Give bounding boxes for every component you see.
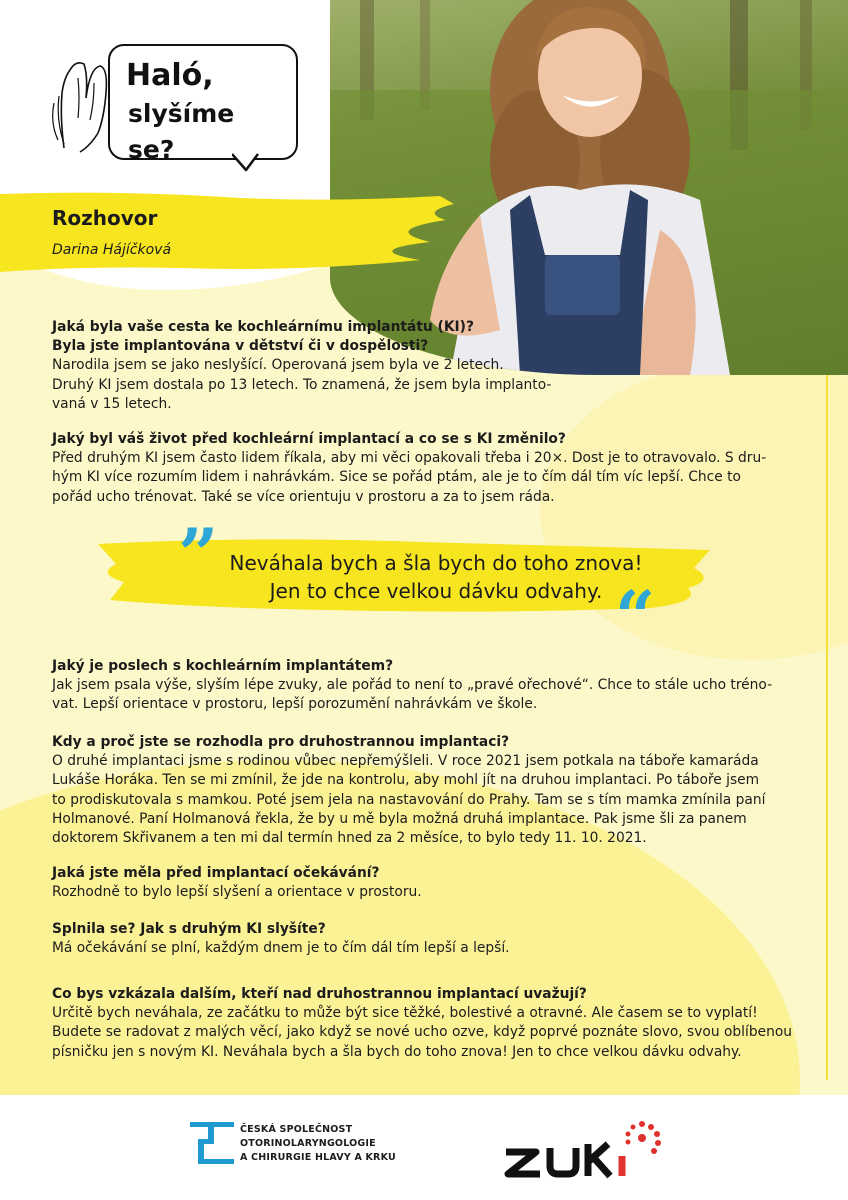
logo-title — [126, 56, 286, 168]
qa-block — [52, 733, 792, 848]
answer: Má očekávání se plní, každým dnem je to čím dál tím lepší a lepší. — [52, 940, 510, 957]
qa-block — [52, 318, 792, 414]
answer: Určitě bych neváhala, ze začátku to může být sice těžké, bolestivé a otravné. Ale časem se to vyplatí! Budete se radovat z malých věcí, jako když se nové ucho ozve, když poprvé poznáte slovo, svou oblíbenou písničku jen s novým KI. Neváhala bych a šla bych do toho znova! Jen to chce velkou dávku odvahy. — [52, 1005, 793, 1060]
footer — [0, 1095, 848, 1200]
question: Kdy a proč jste se rozhodla pro druhostrannou implantaci? — [52, 734, 510, 750]
interview-label: Rozhovor — [52, 206, 158, 230]
answer: Narodila jsem se jako neslyšící. Operovaná jsem byla ve 2 letech. Druhý KI jsem dostala po 13 letech. To znamená, že jsem byla implanto- vaná v 15 letech. — [52, 357, 552, 412]
answer: O druhé implantaci jsme s rodinou vůbec nepřemýšleli. V roce 2021 jsem potkala na táboře kamaráda Lukáše Horáka. Ten se mi zmínil, že jde na kontrolu, aby mohl jít na druhou implantaci. Po táboře jsem to prodiskutovala s mamkou. Poté jsem jela na nastavování do Prahy. Tam se s tím mamka zmínila paní Holmanové. Paní Holmanová řekla, že by u mě byla možná druhá implantace. Pak jsme šli za panem doktorem Skřivanem a ten mi dal termín hned za 2 měsíce, to bylo tedy 11. 10. 2021. — [52, 753, 766, 847]
question: Co bys vzkázala dalším, kteří nad druhostrannou implantací uvažují? — [52, 986, 587, 1002]
speech-bubble-tail — [232, 152, 262, 172]
qa-block — [52, 430, 792, 507]
question: Jaká jste měla před implantací očekávání? — [52, 865, 380, 881]
logo-line1: Haló, — [126, 58, 214, 93]
qa-block — [52, 864, 792, 902]
logo-line2: slyšíme se? — [128, 99, 235, 164]
answer: Jak jsem psala výše, slyším lépe zvuky, ale pořád to není to „pravé ořechové“. Chce to stále ucho tréno- vat. Lepší orientace v prostoru, lepší porozumění nahrávkám ve škole. — [52, 677, 773, 713]
qa-block — [52, 985, 792, 1062]
quote-text: Neváhala bych a šla bych do toho znova! Jen to chce velkou dávku odvahy. — [229, 551, 643, 603]
qa-block — [52, 657, 792, 715]
quote-close-mark: “ — [615, 575, 656, 658]
brush-stroke-header — [0, 190, 460, 280]
answer: Před druhým KI jsem často lidem říkala, aby mi věci opakovali třeba i 20×. Dost je to otravovalo. S dru- hým KI více rozumím lidem i nahrávkám. Sice se pořád ptám, ale je to čím dál tím víc lepší. Chce to pořád ucho trénovat. Také se více orientuju v prostoru a za to jsem ráda. — [52, 450, 767, 505]
interviewee-name: Darina Hájíčková — [52, 242, 172, 258]
qa-block — [52, 920, 792, 958]
question: Jaká byla vaše cesta ke kochleárnímu implantátu (KI)? Byla jste implantována v dětství či v dospělosti? — [52, 319, 474, 355]
question: Jaký je poslech s kochleárním implantátem? — [52, 658, 394, 674]
orl-society-name: ČESKÁ SPOLEČNOST OTORINOLARYNGOLOGIE A CHIRURGIE HLAVY A KRKU — [240, 1124, 396, 1163]
logo-speech-bubble — [108, 44, 298, 164]
question: Jaký byl váš život před kochleární implantací a co se s KI změnilo? — [52, 431, 566, 447]
orl-society-logo-icon — [190, 1122, 234, 1164]
quote-open-mark: ” — [178, 513, 219, 596]
question: Splnila se? Jak s druhým KI slyšíte? — [52, 921, 326, 937]
answer: Rozhodně to bylo lepší slyšení a orientace v prostoru. — [52, 884, 422, 901]
suki-logo-text — [502, 1140, 652, 1180]
